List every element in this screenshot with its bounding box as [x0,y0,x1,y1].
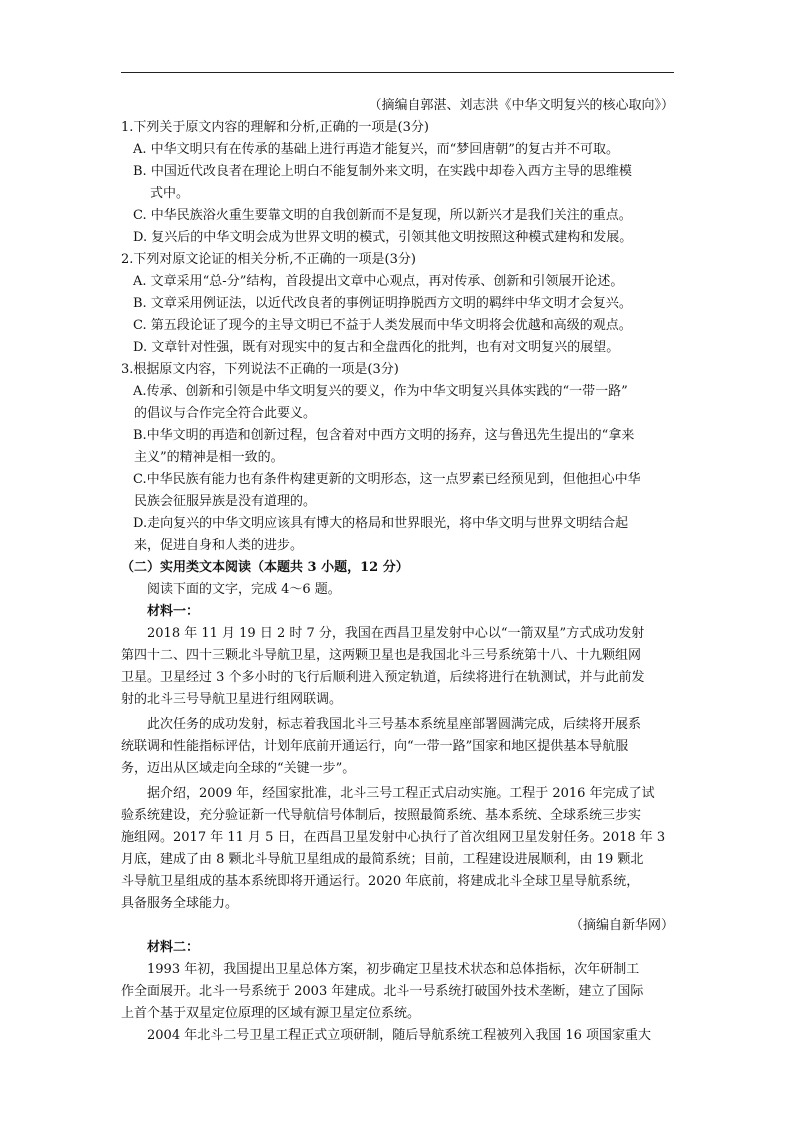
material-1-paragraph-3-line: 斗导航卫星组成的基本系统即将开通运行。2020 年底前，将建成北斗全球卫星导航系统， [121,874,640,889]
question-3-option-c: C.中华民族有能力也有条件构建更新的文明形态，这一点罗素已经预见到，但他担心中华 [133,472,641,487]
material-2 [121,937,674,1047]
question-1 [121,117,674,249]
material-1-paragraph-1-line: 第四十二、四十三颗北斗导航卫星，这两颗卫星也是我国北斗三号系统第十八、十九颗组网 [121,648,642,663]
question-2-option-c: C. 第五段论证了现今的主导文明已不益于人类发展而中华文明将会优越和高级的观点。 [133,318,632,333]
material-1 [121,601,674,937]
question-3-option-b: B.中华文明的再造和创新过程，包含着对中西方文明的扬弃，这与鲁迅先生提出的“拿来 [133,428,635,443]
material-1-paragraph-1-line: 卫星。卫星经过 3 个多小时的飞行后顺利进入预定轨道，后续将进行在轨测试，并与此前发 [121,670,645,685]
material-2-label: 材料二： [147,940,200,955]
question-3-option-a-continued: 的倡议与合作完全符合此要义。 [134,406,317,421]
question-3-option-d: D.走向复兴的中华文明应该具有博大的格局和世界眼光，将中华文明与世界文明结合起 [133,516,629,531]
document-body [121,95,674,1047]
material-1-paragraph-1-line: 射的北斗三号导航卫星进行组网联调。 [121,692,343,707]
question-3-option-c-continued: 民族会征服异族是没有道理的。 [134,494,317,509]
material-2-paragraph-2-line: 2004 年北斗二号卫星工程正式立项研制，随后导航系统工程被列入我国 16 项国家重大 [147,1028,652,1043]
material-1-paragraph-3-line: 具备服务全球能力。 [121,896,239,911]
question-2-option-b: B. 文章采用例证法，以近代改良者的事例证明挣脱西方文明的羁绊中华文明才会复兴。 [133,296,632,311]
question-1-option-c: C. 中华民族浴火重生要靠文明的自我创新而不是复现，所以新兴才是我们关注的重点。 [133,208,632,223]
material-1-paragraph-2-line: 务，迈出从区域走向全球的“关键一步”。 [121,761,356,776]
material-1-paragraph-3-line: 施组网。2017 年 11 月 5 日，在西昌卫星发射中心执行了首次组网卫星发射任务。2018 年 3 [121,830,666,845]
question-2 [121,249,674,359]
material-2-paragraph-1-line: 作全面展开。北斗一号系统于 2003 年建成。北斗一号系统打破国外技术垄断，建立了国际 [121,984,644,999]
material-1-source: （摘编自新华网） [569,918,674,933]
question-2-stem: 2.下列对原文论证的相关分析,不正确的一项是(3分) [121,252,416,267]
question-3 [121,359,674,557]
material-1-paragraph-3-line: 月底，建成了由 8 颗北斗导航卫星组成的最简系统；目前，工程建设进展顺利，由 19 颗北 [121,852,644,867]
material-1-paragraph-2-line: 此次任务的成功发射，标志着我国北斗三号基本系统星座部署圆满完成，后续将开展系 [147,717,642,732]
material-1-paragraph-3-line: 验系统建设，充分验证新一代导航信号体制后，按照最简系统、基本系统、全球系统三步实 [121,808,642,823]
question-1-option-d: D. 复兴后的中华文明会成为世界文明的模式，引领其他文明按照这种模式建构和发展。 [133,230,633,245]
material-1-paragraph-1-line: 2018 年 11 月 19 日 2 时 7 分，我国在西昌卫星发射中心以“一箭双星”方式成功发射 [147,626,645,641]
question-3-stem: 3.根据原文内容，下列说法不正确的一项是(3分) [121,362,399,377]
passage-source: （摘编自郭湛、刘志洪《中华文明复兴的核心取向》） [368,98,674,113]
section-2-heading: （二）实用类文本阅读（本题共 3 小题，12 分） [121,560,409,575]
question-1-stem: 1.下列关于原文内容的理解和分析,正确的一项是(3分) [121,120,429,135]
material-1-label: 材料一： [147,604,200,619]
question-3-option-b-continued: 主义”的精神是相一致的。 [134,450,284,465]
question-1-option-a: A. 中华文明只有在传承的基础上进行再造才能复兴，而“梦回唐朝”的复古并不可取。 [133,142,619,157]
material-1-paragraph-2-line: 统联调和性能指标评估，计划年底前开通运行，向“一带一路”国家和地区提供基本导航服 [121,739,629,754]
material-2-paragraph-1-line: 上首个基于双星定位原理的区域有源卫星定位系统。 [121,1006,421,1021]
question-3-option-a: A.传承、创新和引领是中华文明复兴的要义，作为中华文明复兴具体实践的“一带一路” [133,384,628,399]
top-rule [121,72,674,73]
material-2-paragraph-1-line: 1993 年初，我国提出卫星总体方案，初步确定卫星技术状态和总体指标，次年研制工 [147,962,640,977]
material-1-paragraph-3-line: 据介绍，2009 年，经国家批准，北斗三号工程正式启动实施。工程于 2016 年完成了试 [147,786,655,801]
question-1-option-b-continued: 式中。 [150,186,190,201]
question-2-option-a: A. 文章采用“总-分”结构，首段提出文章中心观点，再对传承、创新和引领展开论述。 [133,274,624,289]
question-2-option-d: D. 文章针对性强，既有对现实中的复古和全盘西化的批判，也有对文明复兴的展望。 [133,340,620,355]
question-1-option-b: B. 中国近代改良者在理论上明白不能复制外来文明，在实践中却卷入西方主导的思维模 [133,164,632,179]
section-2-instruction: 阅读下面的文字，完成 4～6 题。 [147,582,341,597]
question-3-option-d-continued: 来，促进自身和人类的进步。 [134,538,304,553]
